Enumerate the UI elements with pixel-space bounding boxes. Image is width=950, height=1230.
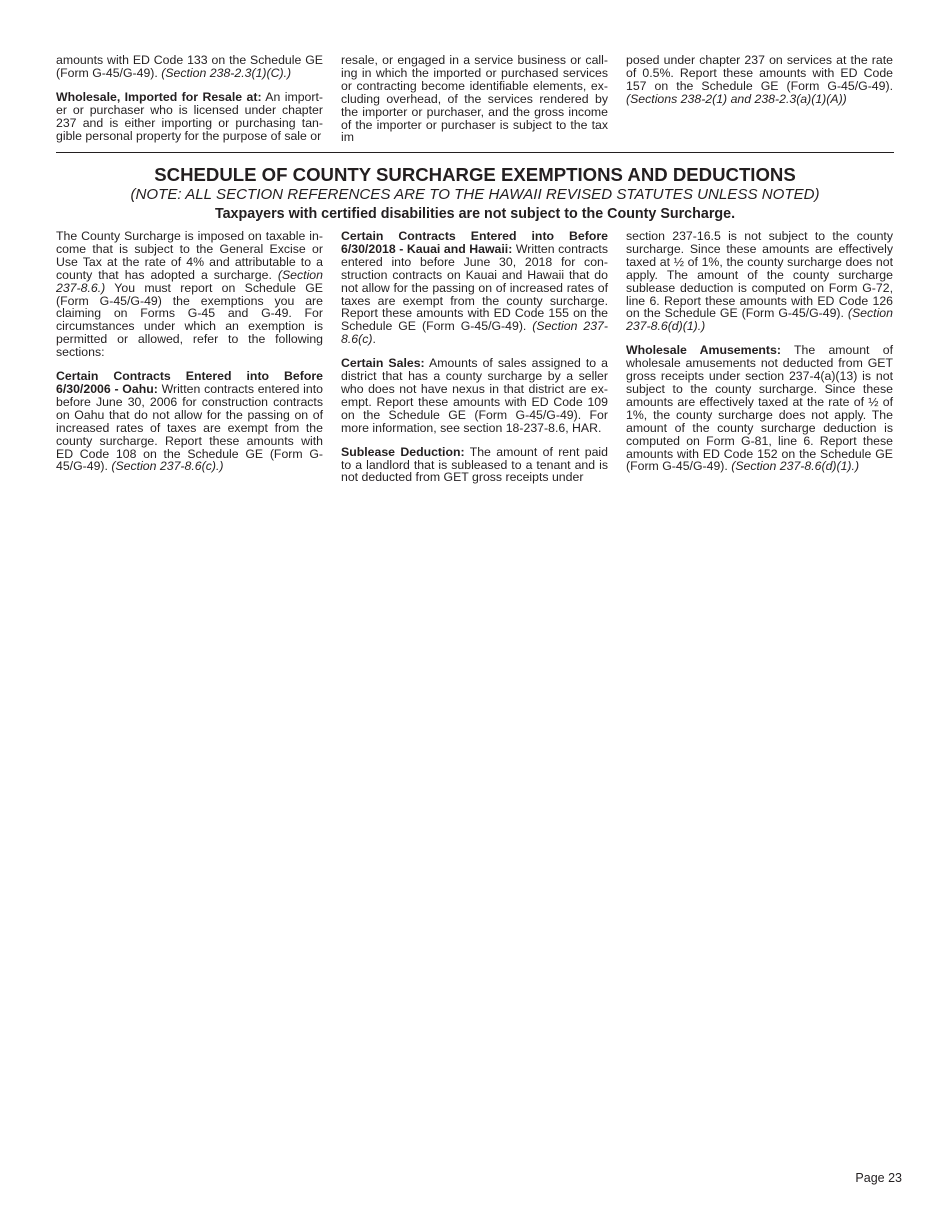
- paragraph-heading: Certain Sales:: [341, 356, 425, 371]
- schedule-subtitle: Taxpayers with certified disabilities are not subject to the County Surcharge.: [214, 206, 736, 222]
- section-reference: (Sections 238-2(1) and 238-2.3(a)(1)(A)): [626, 91, 847, 106]
- paragraph-text: Amounts of sales assigned to a district that has a county surcharge by a seller who does not have nexus in that district are exempt. Report these amounts with ED Code 109 on the Schedule GE (Form G-45/G-49). For more information, see section 18-237-8.6, HAR.: [341, 356, 608, 435]
- top-column-3: [626, 54, 893, 144]
- paragraph-text: amounts with ED Code 133 on the Schedule GE (Form G-45/G-49).: [56, 53, 323, 80]
- paragraph: [341, 446, 608, 485]
- paragraph: [626, 344, 893, 473]
- paragraph-text: posed under chapter 237 on services at the rate of 0.5%. Report these amounts with ED Code 157 on the Schedule GE (Form G-45/G-49).: [626, 53, 893, 93]
- main-column-3: [626, 230, 893, 484]
- paragraph: [341, 230, 608, 346]
- paragraph: [56, 370, 323, 473]
- top-column-2: [341, 54, 608, 144]
- paragraph-text: You must report on Schedule GE (Form G-45/G-49) the exemptions you are claiming on Forms G-45 and G-49. For circumstances under which an exemption is permitted or allowed, refer to the following sections:: [56, 280, 323, 360]
- section-reference: (Section 238-2.3(1)(C).): [161, 65, 292, 80]
- paragraph-heading: Wholesale, Imported for Resale at:: [56, 89, 262, 104]
- paragraph: [626, 230, 893, 333]
- main-columns: [56, 230, 894, 484]
- paragraph: [626, 54, 893, 106]
- paragraph: [341, 357, 608, 434]
- top-columns: [56, 54, 894, 144]
- page-number: Page 23: [855, 1171, 902, 1185]
- section-reference: (Section 237-8.6(d)(1).): [626, 306, 893, 334]
- paragraph: [56, 91, 323, 143]
- paragraph: [56, 54, 323, 80]
- main-column-1: [56, 230, 323, 484]
- paragraph-text: The amount of rent paid to a landlord that is subleased to a tenant and is not deducted from GET gross receipts under: [341, 444, 608, 485]
- paragraph-text: The County Surcharge is imposed on taxable income that is subject to the General Excise or Use Tax at the rate of 4% and attributable to a county that has adopted a surcharge.: [56, 229, 323, 282]
- section-reference: (Section 237-8.6(d)(1).): [731, 459, 860, 474]
- paragraph-heading: Sublease Deduction:: [341, 444, 465, 459]
- paragraph-heading: Wholesale Amusements:: [626, 343, 781, 358]
- top-column-1: [56, 54, 323, 144]
- paragraph: [56, 230, 323, 359]
- schedule-title: SCHEDULE OF COUNTY SURCHARGE EXEMPTIONS AND DEDUCTIONS: [154, 164, 796, 185]
- section-reference: (Section 237-8.6(c).): [111, 459, 224, 474]
- schedule-heading: [56, 164, 894, 224]
- paragraph-text: Written contracts entered into before June 30, 2018 for construction contracts on Kauai and Hawaii that do not allow for the passing on of increased rates of taxes are exempt from the county surcharge. Report these amounts with ED Code 155 on the Schedule GE (Form G-45/G-49).: [341, 241, 608, 334]
- schedule-note: (NOTE: ALL SECTION REFERENCES ARE TO THE HAWAII REVISED STATUTES UNLESS NOTED): [130, 186, 820, 203]
- paragraph-text: section 237-16.5 is not subject to the county surcharge. Since these amounts are effectively taxed at ½ of 1%, the county surcharge does not apply. The amount of the county surcharge sublease deduction is computed on Form G-72, line 6. Report these amounts with ED Code 126 on the Schedule GE (Form G-45/G-49).: [626, 229, 893, 321]
- paragraph-text: .: [372, 332, 376, 347]
- paragraph-text: Written contracts entered into before June 30, 2006 for construction contracts on Oahu that do not allow for the passing on of increased rates of taxes are exempt from the county surcharge. Report these amounts with ED Code 108 on the Schedule GE (Form G-45/G-49).: [56, 381, 324, 474]
- paragraph-heading: Certain Contracts Entered into Before 6/30/2006 - Oahu:: [56, 369, 323, 396]
- paragraph: [341, 54, 608, 144]
- paragraph-text: resale, or engaged in a service business or calling in which the imported or purchased services or contracting become identifiable elements, excluding overhead, of the services rendered by the importer or purchaser, and the gross income of the importer or purchaser is subject to the tax im: [341, 53, 608, 145]
- section-divider: [56, 152, 894, 153]
- paragraph-text: An importer or purchaser who is licensed under chapter 237 and is either importing or purchasing tangible personal property for the purpose of sale or: [56, 89, 323, 143]
- section-reference: (Section 237-8.6(c): [341, 319, 608, 347]
- paragraph-heading: Certain Contracts Entered into Before 6/30/2018 - Kauai and Hawaii:: [341, 229, 608, 256]
- paragraph-text: The amount of wholesale amusements not deducted from GET gross receipts under section 237-4(a)(13) is not subject to the county surcharge. Since these amounts are effectively taxed at the rate of ½ of 1%, the county surcharge does not apply. The amount of the county surcharge deduction is computed on Form G-81, line 6. Report these amounts with ED Code 152 on the Schedule GE (Form G-45/G-49).: [626, 343, 893, 474]
- main-column-2: [341, 230, 608, 484]
- section-reference: (Section 237-8.6.): [56, 267, 323, 295]
